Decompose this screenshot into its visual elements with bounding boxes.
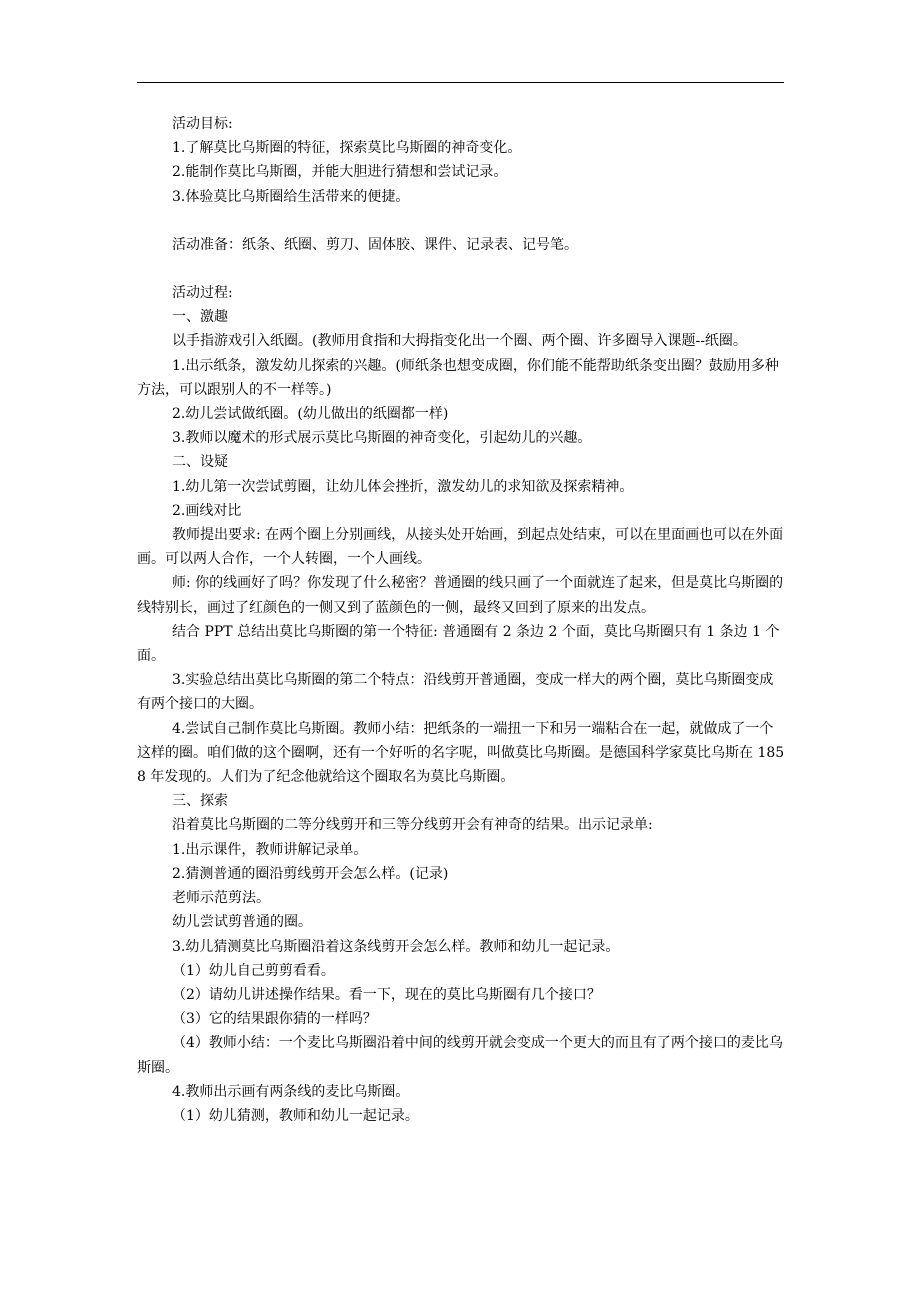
paragraph: 1.幼儿第一次尝试剪圈，让幼儿体会挫折，激发幼儿的求知欲及探索精神。 (172, 478, 634, 495)
paragraph: 活动目标: (172, 116, 233, 132)
paragraph: （2）请幼儿讲述操作结果。看一下，现在的莫比乌斯圈有几个接口？ (172, 986, 601, 1003)
paragraph: 2.能制作莫比乌斯圈，并能大胆进行猜想和尝试记录。 (172, 164, 508, 181)
paragraph: 教师提出要求: 在两个圈上分别画线，从接头处开始画，到起点处结束，可以在里面画也可以在外面画。可以两人合作，一个人转圈，一个人画线。 (137, 527, 784, 568)
paragraph-gap (137, 209, 785, 233)
paragraph: 一、激趣 (172, 309, 228, 326)
paragraph: 三、探索 (172, 793, 228, 810)
paragraph: 二、设疑 (172, 454, 228, 471)
paragraph: 1.了解莫比乌斯圈的特征，探索莫比乌斯圈的神奇变化。 (172, 140, 522, 157)
paragraph: 活动过程: (172, 285, 233, 302)
paragraph: （4）教师小结：一个麦比乌斯圈沿着中间的线剪开就会变成一个更大的而且有了两个接口的麦比乌斯圈。 (137, 1035, 783, 1076)
paragraph: 3.幼儿猜测莫比乌斯圈沿着这条线剪开会怎么样。教师和幼儿一起记录。 (172, 938, 620, 955)
paragraph: 3.教师以魔术的形式展示莫比乌斯圈的神奇变化，引起幼儿的兴趣。 (172, 430, 592, 447)
paragraph: 4.教师出示画有两条线的麦比乌斯圈。 (172, 1083, 410, 1100)
paragraph: 以手指游戏引入纸圈。(教师用食指和大拇指变化出一个圈、两个圈、许多圈导入课题--纸圈。 (172, 333, 747, 350)
paragraph: 活动准备：纸条、纸圈、剪刀、固体胶、课件、记录表、记号笔。 (172, 236, 578, 253)
paragraph: （3）它的结果跟你猜的一样吗？ (172, 1011, 377, 1028)
paragraph: 老师示范剪法。 (172, 890, 270, 907)
paragraph: 4.尝试自己制作莫比乌斯圈。教师小结：把纸条的一端扭一下和另一端粘合在一起，就做成了一个这样的圈。咱们做的这个圈啊，还有一个好听的名字呢，叫做莫比乌斯圈。是德国科学家莫比乌斯在 1858 年发现的。人们为了纪念他就给这个圈取名为莫比乌斯圈。 (137, 720, 785, 786)
paragraph: （1）幼儿自己剪剪看看。 (172, 962, 335, 979)
paragraph: 1.出示课件，教师讲解记录单。 (172, 841, 368, 858)
paragraph-gap (137, 257, 785, 281)
paragraph: 3.实验总结出莫比乌斯圈的第二个特点：沿线剪开普通圈，变成一样大的两个圈，莫比乌斯圈变成有两个接口的大圈。 (137, 672, 774, 713)
header-rule (137, 82, 784, 83)
paragraph: 3.体验莫比乌斯圈给生活带来的便捷。 (172, 188, 410, 205)
paragraph: 结合 PPT 总结出莫比乌斯圈的第一个特征: 普通圈有 2 条边 2 个面，莫比乌斯圈只有 1 条边 1 个面。 (137, 623, 780, 665)
paragraph: 2.猜测普通的圈沿剪线剪开会怎么样。(记录) (172, 865, 449, 882)
document-body (137, 112, 785, 1128)
paragraph: 沿着莫比乌斯圈的二等分线剪开和三等分线剪开会有神奇的结果。出示记录单: (172, 817, 653, 834)
paragraph: 2.幼儿尝试做纸圈。(幼儿做出的纸圈都一样) (172, 406, 449, 423)
paragraph: 幼儿尝试剪普通的圈。 (172, 914, 312, 931)
paragraph: 2.画线对比 (172, 502, 242, 519)
paragraph: （1）幼儿猜测，教师和幼儿一起记录。 (172, 1107, 419, 1124)
paragraph: 师: 你的线画好了吗？你发现了什么秘密？普通圈的线只画了一个面就连了起来，但是莫比乌斯圈的线特别长，画过了红颜色的一侧又到了蓝颜色的一侧，最终又回到了原来的出发点。 (137, 575, 784, 616)
paragraph: 1.出示纸条，激发幼儿探索的兴趣。(师纸条也想变成圈，你们能不能帮助纸条变出圈？鼓励用多种方法，可以跟别人的不一样等。) (137, 357, 779, 398)
